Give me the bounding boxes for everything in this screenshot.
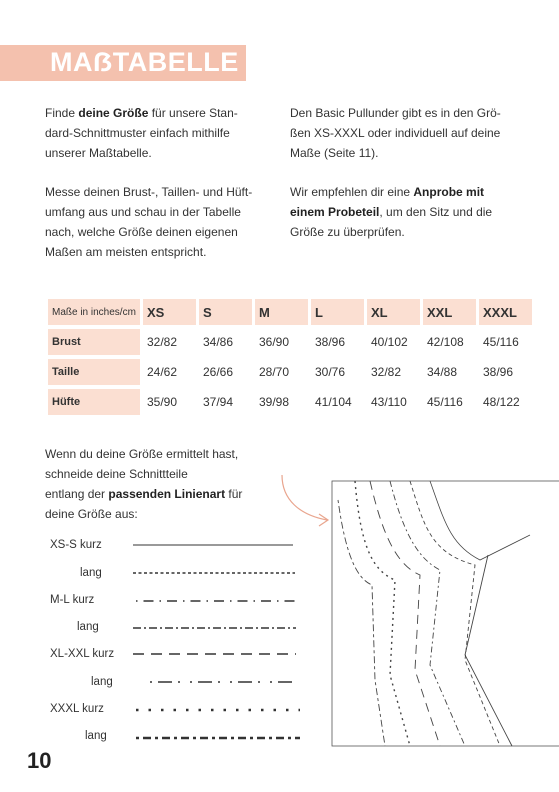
table-cell: 35/90 (147, 395, 178, 409)
table-cell: 42/108 (427, 335, 464, 349)
size-header-xxl: XXL (423, 299, 476, 325)
legend-label-xs-s-lang: lang (80, 567, 102, 579)
table-cell: 28/70 (259, 365, 290, 379)
instruction-line: Wenn du deine Größe ermittelt hast, (45, 447, 239, 461)
row-label-brust: Brust (48, 329, 140, 355)
pattern-detail-illustration (332, 481, 559, 746)
legend-label-m-l-lang: lang (77, 621, 99, 633)
intro-paragraph-1: Finde deine Größe für unsere Stan-dard-Schnittmuster einfach mithilfe unserer Maßtabelle. (45, 106, 238, 160)
table-cell: 48/122 (483, 395, 520, 409)
instruction-line: entlang der passenden Linienart für (45, 487, 243, 501)
page-title: MAẞTABELLE (50, 47, 239, 77)
table-cell: 38/96 (483, 365, 514, 379)
intro-paragraph-3: Den Basic Pullunder gibt es in den Grö-ßen XS-XXXL oder individuell auf deine Maße (Seite 11). (290, 106, 501, 160)
table-cell: 38/96 (315, 335, 346, 349)
table-cell: 39/98 (259, 395, 290, 409)
legend-label-xxxl-kurz: XXXL kurz (50, 703, 104, 715)
instruction-line: schneide deine Schnittteile (45, 467, 188, 481)
table-cell: 36/90 (259, 335, 290, 349)
table-cell: 34/88 (427, 365, 458, 379)
size-header-xxxl: XXXL (479, 299, 532, 325)
table-cell: 30/76 (315, 365, 346, 379)
table-cell: 45/116 (483, 335, 519, 349)
legend-label-xl-xxl-kurz: XL-XXL kurz (50, 648, 115, 660)
table-cell: 32/82 (147, 335, 178, 349)
legend-label-xs-s-kurz: XS-S kurz (50, 539, 102, 551)
legend-label-xxxl-lang: lang (85, 730, 107, 742)
size-header-xs: XS (143, 299, 196, 325)
row-label-taille: Taille (48, 359, 140, 385)
legend-label-xl-xxl-lang: lang (91, 676, 113, 688)
table-cell: 37/94 (203, 395, 234, 409)
table-cell: 43/110 (371, 395, 407, 409)
instruction-line: deine Größe aus: (45, 507, 138, 521)
size-header-l: L (311, 299, 364, 325)
row-label-huefte: Hüfte (48, 389, 140, 415)
size-header-m: M (255, 299, 308, 325)
size-header-s: S (199, 299, 252, 325)
table-cell: 34/86 (203, 335, 234, 349)
intro-paragraph-4: Wir empfehlen dir eine Anprobe mit einem Probeteil, um den Sitz und die Größe zu überprüfen. (290, 185, 493, 239)
arrow-icon (282, 475, 327, 520)
legend-label-m-l-kurz: M-L kurz (50, 594, 95, 606)
table-corner-label: Maße in inches/cm (48, 299, 140, 325)
table-cell: 45/116 (427, 395, 463, 409)
table-cell: 24/62 (147, 365, 178, 379)
intro-paragraph-2: Messe deinen Brust-, Taillen- und Hüft-umfang aus und schau in der Tabelle nach, welche Größe deinen eigenen Maßen am meisten entspricht. (45, 185, 253, 259)
size-header-xl: XL (367, 299, 420, 325)
table-cell: 26/66 (203, 365, 234, 379)
table-cell: 41/104 (315, 395, 352, 409)
page-number: 10 (27, 748, 52, 773)
table-cell: 32/82 (371, 365, 402, 379)
table-cell: 40/102 (371, 335, 408, 349)
